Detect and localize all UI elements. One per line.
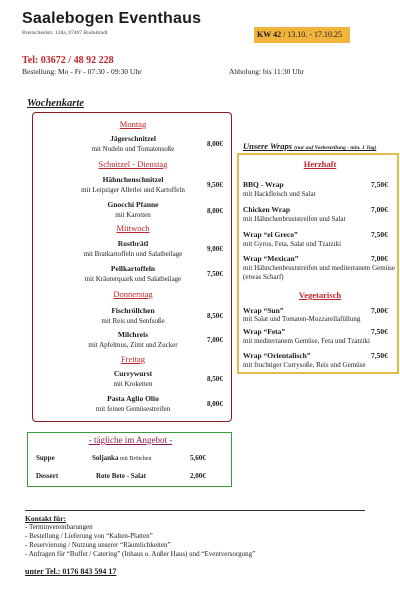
- dish-name: Rostbrätl: [117, 239, 149, 248]
- wraps-heading: Unsere Wraps: [243, 141, 293, 151]
- daily-offers-box: [27, 432, 232, 487]
- dish-name: Pellkartoffeln: [110, 264, 156, 273]
- daily-item-name: Rote Bete - Salat: [96, 472, 146, 480]
- wrap-description: mit mediterranem Gemüse, Feta und Tzatziki: [243, 337, 370, 345]
- wrap-price: 7,50€: [371, 327, 388, 336]
- dish-name: Milchreis: [117, 330, 149, 339]
- wraps-note: (nur auf Vorbestellung - min. 1 Tag): [294, 145, 377, 151]
- dish-item: [33, 369, 233, 389]
- section-heading-herzhaft: Herzhaft: [303, 159, 337, 169]
- wraps-box: [237, 153, 399, 374]
- dish-price: 7,00€: [207, 336, 223, 344]
- dish-price: 8,00€: [207, 400, 223, 408]
- dish-price: 9,50€: [207, 181, 223, 189]
- wrap-name: Wrap “el Greco”: [243, 230, 298, 239]
- wrap-description: mit fruchtiger Currysoße, Reis und Gemüse: [243, 361, 366, 369]
- dish-name: Pasta Aglio Olio: [107, 394, 159, 403]
- daily-price: 2,00€: [190, 472, 206, 480]
- dish-item: [33, 200, 233, 220]
- wrap-description: mit Gyros, Feta, Salat und Tzatziki: [243, 240, 342, 248]
- dish-description: mit Kräuterquark und Salatbeilage: [84, 275, 182, 283]
- wrap-name: Wrap “Mexican”: [243, 254, 299, 263]
- contact-item: - Bestellung / Lieferung von “Kalten-Platten”: [25, 532, 153, 540]
- dish-name: Hähnchenschnitzel: [102, 175, 164, 184]
- contact-item: - Terminvereinbarungen: [25, 523, 93, 531]
- dish-item: [33, 330, 233, 350]
- dish-name: Currywurst: [113, 369, 153, 378]
- section-heading-vegetarisch: Vegetarisch: [298, 290, 342, 300]
- dish-name: Fischröllchen: [111, 306, 155, 315]
- weekly-menu-box: [32, 112, 232, 422]
- wrap-description: mit Hähnchenbruststreifen und Salat: [243, 215, 346, 223]
- daily-price: 5,60€: [190, 454, 206, 462]
- daily-label: Suppe: [36, 454, 55, 462]
- wrap-name: Chicken Wrap: [243, 205, 291, 214]
- wrap-name: Wrap “Feta”: [243, 327, 286, 336]
- dish-name: Jägerschnitzel: [110, 134, 156, 143]
- wrap-description: mit Hähnchenbruststreifen und mediterranem Gemüse (etwas Scharf): [243, 264, 396, 281]
- phone-number[interactable]: Tel: 03672 / 48 92 228: [22, 55, 114, 66]
- daily-offers-title: - tägliche im Angebot -: [88, 435, 173, 445]
- week-badge: [254, 27, 350, 43]
- wraps-title: [243, 141, 376, 151]
- address: Breitscheidstr. 128a, 07407 Rudolstadt: [22, 30, 108, 36]
- daily-label: Dessert: [36, 472, 59, 480]
- week-range: / 13.10. - 17.10.25: [281, 30, 342, 39]
- dish-item: [33, 306, 233, 326]
- wrap-name: Wrap “Orientalisch”: [243, 351, 311, 360]
- wrap-price: 7,50€: [371, 180, 388, 189]
- dish-description: mit feinen Gemüsestreifen: [95, 405, 171, 413]
- dish-price: 8,50€: [207, 312, 223, 320]
- pickup-time: Abholung: bis 11:30 Uhr: [229, 67, 304, 76]
- day-heading-tuesday: Schnitzel - Dienstag: [98, 159, 168, 169]
- daily-item: [92, 454, 151, 462]
- contact-item: - Reservierung / Nutzung unserer “Räumlichkeiten”: [25, 541, 171, 549]
- page-title: Saalebogen Eventhaus: [22, 10, 202, 27]
- order-hours: Bestellung: Mo - Fr - 07:30 - 09:30 Uhr: [22, 67, 142, 76]
- contact-phone[interactable]: unter Tel.: 0176 843 594 17: [25, 567, 117, 576]
- daily-item-name: Soljanka: [92, 454, 119, 462]
- wrap-description: mit Salat und Tomaten-Mozzarellafüllung: [243, 315, 361, 323]
- day-heading-friday: Freitag: [120, 354, 146, 364]
- day-heading-monday: Montag: [119, 119, 147, 129]
- dish-price: 8,00€: [207, 207, 223, 215]
- wrap-price: 7,00€: [371, 306, 388, 315]
- wrap-price: 7,50€: [371, 230, 388, 239]
- contact-title: Kontakt für:: [25, 514, 67, 523]
- dish-description: mit Apfelmus, Zimt und Zucker: [88, 341, 178, 349]
- dish-item: [33, 175, 233, 195]
- week-number: KW 42: [257, 30, 282, 39]
- daily-item-extra: mit Brötchen: [118, 456, 152, 462]
- dish-description: mit Kroketten: [113, 380, 153, 388]
- dish-name: Gnocchi Pfanne: [107, 200, 159, 209]
- menu-title: Wochenkarte: [27, 98, 84, 109]
- dish-price: 8,00€: [207, 140, 223, 148]
- divider: [25, 510, 365, 511]
- wrap-name: Wrap “Sun”: [243, 306, 284, 315]
- dish-description: mit Karotten: [115, 211, 151, 219]
- day-heading-thursday: Donnerstag: [113, 289, 153, 299]
- dish-item: [33, 239, 233, 259]
- wrap-description: mit Hackfleisch und Salat: [243, 190, 316, 198]
- dish-item: [33, 394, 233, 414]
- contact-item: - Anfragen für “Buffet / Catering” (Inhaus o. Außer Haus) und “Eventversorgung”: [25, 550, 256, 558]
- dish-item: [33, 264, 233, 284]
- dish-description: mit Leipziger Allerlei und Kartoffeln: [81, 186, 185, 194]
- dish-description: mit Bratkartoffeln und Salatbeilage: [83, 250, 183, 258]
- wrap-price: 7,50€: [371, 351, 388, 360]
- wrap-price: 7,00€: [371, 254, 388, 263]
- dish-price: 8,50€: [207, 375, 223, 383]
- dish-description: mit Reis und Senfsoße: [101, 317, 165, 325]
- dish-price: 9,00€: [207, 245, 223, 253]
- dish-item: [33, 134, 233, 154]
- day-heading-wednesday: Mittwoch: [116, 223, 150, 233]
- dish-price: 7,50€: [207, 270, 223, 278]
- dish-description: mit Nudeln und Tomatensoße: [91, 145, 175, 153]
- wrap-name: BBQ - Wrap: [243, 180, 284, 189]
- wrap-price: 7,00€: [371, 205, 388, 214]
